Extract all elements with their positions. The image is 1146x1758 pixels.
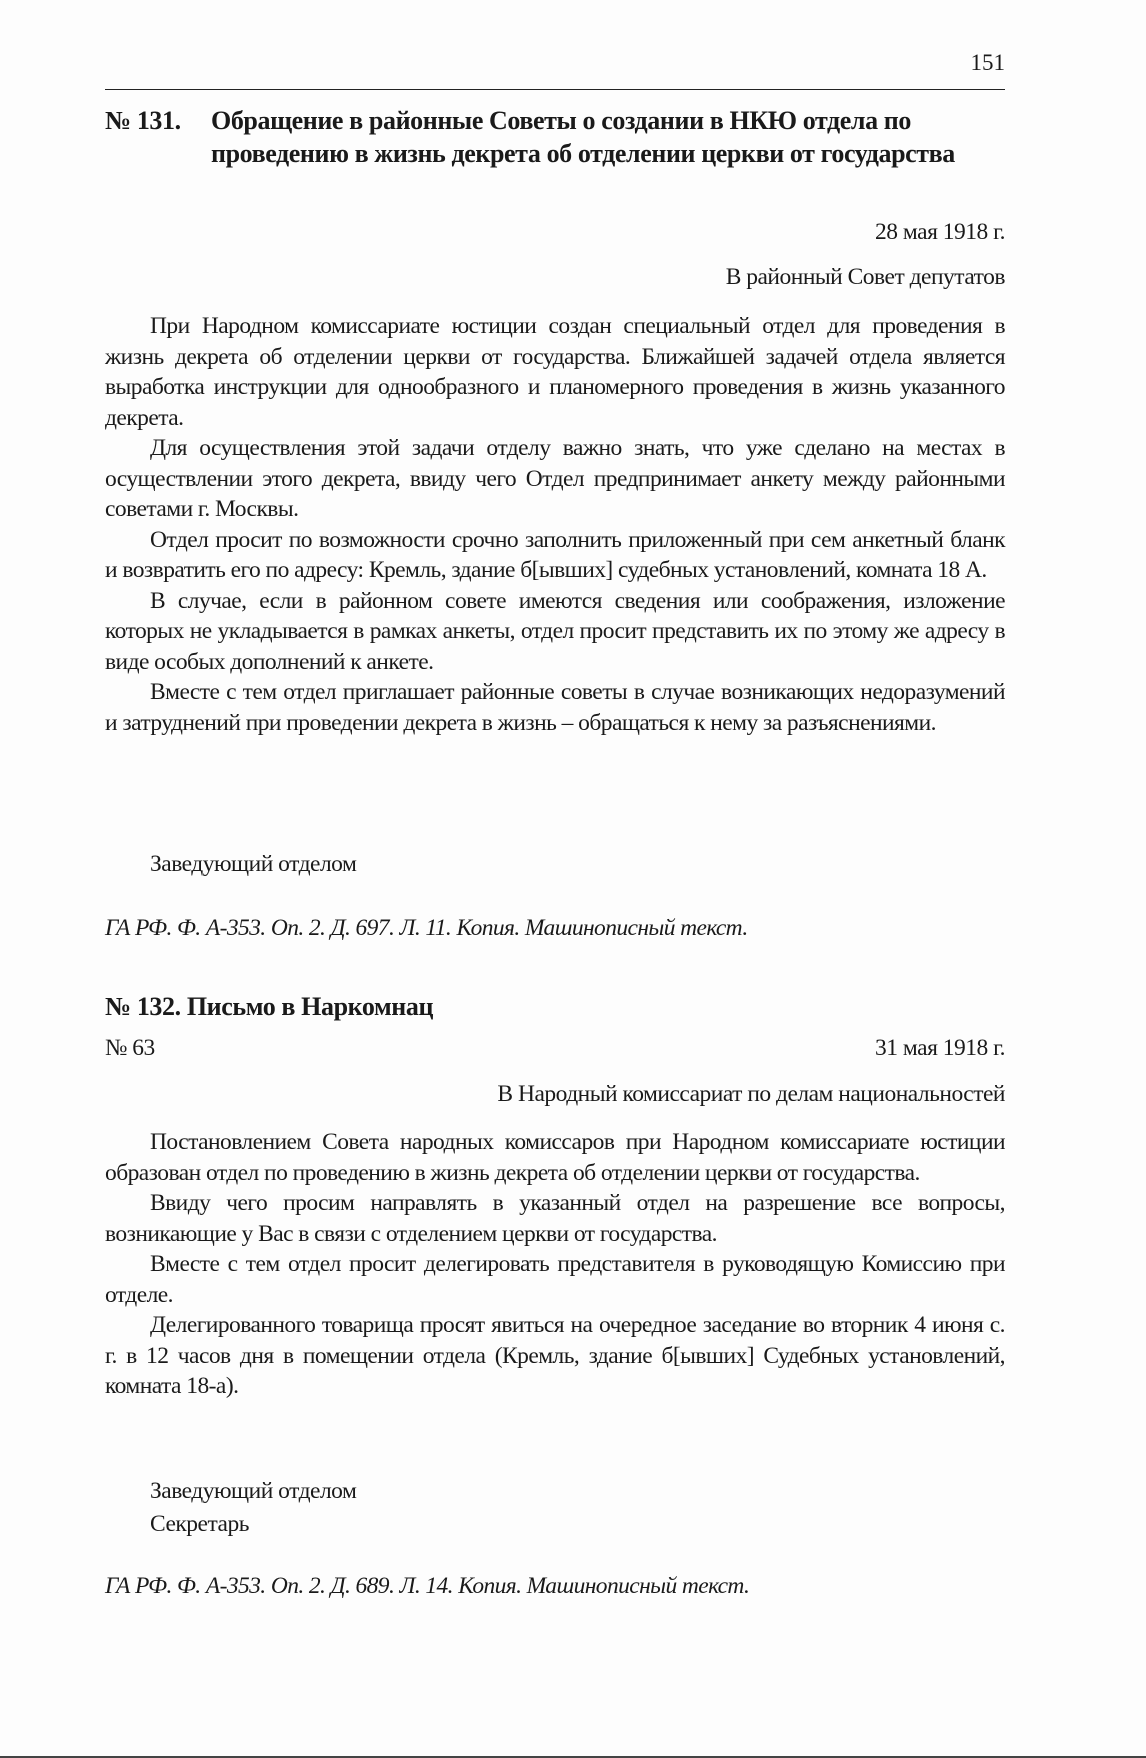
archive-reference: ГА РФ. Ф. А-353. Оп. 2. Д. 697. Л. 11. Копия. Машинописный текст.	[105, 915, 748, 941]
document-132-body	[105, 1127, 1005, 1402]
document-131-signature	[150, 848, 356, 881]
document-date: 31 мая 1918 г.	[875, 1035, 1005, 1061]
outgoing-number: № 63	[105, 1035, 155, 1061]
paragraph: Делегированного товарища просят явиться на очередное заседание во вторник 4 июня с. г. в 12 часов дня в помещении отдела (Кремль, здание б[ывших] Судебных установлений, комната 18-а).	[105, 1312, 1005, 1399]
document-addressee: В районный Совет депутатов	[725, 264, 1005, 290]
paragraph: При Народном комиссариате юстиции создан специальный отдел для проведения в жизнь декрета об отделении церкви от государства. Ближайшей задачей отдела является выработка инструкции для однообразного и планомерного проведения в жизнь указанного декрета.	[105, 313, 1005, 431]
paragraph: Отдел просит по возможности срочно заполнить приложенный при сем анкетный бланк и возвратить его по адресу: Кремль, здание б[ывших] судебных установлений, комната 18 А.	[105, 526, 1005, 583]
signature-line: Секретарь	[150, 1511, 249, 1537]
document-number: № 132.	[105, 992, 181, 1021]
signature-line: Заведующий отделом	[150, 851, 357, 877]
document-addressee: В Народный комиссариат по делам национальностей	[497, 1081, 1005, 1107]
paragraph: Для осуществления этой задачи отделу важно знать, что уже сделано на местах в осуществлении этого декрета, ввиду чего Отдел предпринимает анкету между районными советами г. Москвы.	[105, 435, 1005, 522]
header-rule	[105, 89, 1005, 90]
book-page	[105, 0, 1005, 1758]
page-number: 151	[970, 50, 1005, 75]
paragraph: В случае, если в районном совете имеются сведения или соображения, изложение которых не укладывается в рамках анкеты, отдел просит представить их по этому же адресу в виде особых дополнений к анкете.	[105, 587, 1005, 675]
document-title: Обращение в районные Советы о создании в НКЮ отдела по проведению в жизнь декрета об отделении церкви от государства	[211, 106, 955, 168]
paragraph: Вместе с тем отдел приглашает районные советы в случае возникающих недоразумений и затруднений при проведении декрета в жизнь – обращаться к нему за разъяснениями.	[105, 679, 1005, 736]
document-title: Письмо в Наркомнац	[186, 992, 434, 1021]
document-date: 28 мая 1918 г.	[875, 219, 1005, 245]
paragraph: Постановлением Совета народных комиссаров при Народном комиссариате юстиции образован отдел по проведению в жизнь декрета об отделении церкви от государства.	[105, 1129, 1005, 1186]
document-131-body	[105, 311, 1005, 738]
document-number: № 131.	[105, 106, 181, 135]
signature-line: Заведующий отделом	[150, 1478, 357, 1504]
document-131-heading	[105, 104, 1005, 170]
paragraph: Ввиду чего просим направлять в указанный отдел на разрешение все вопросы, возникающие у Вас в связи с отделением церкви от государства.	[105, 1190, 1005, 1247]
document-132-heading	[105, 990, 1005, 1023]
paragraph: Вместе с тем отдел просит делегировать представителя в руководящую Комиссию при отделе.	[105, 1251, 1005, 1308]
document-132-signature	[150, 1475, 356, 1541]
archive-reference: ГА РФ. Ф. А-353. Оп. 2. Д. 689. Л. 14. Копия. Машинописный текст.	[105, 1573, 750, 1599]
